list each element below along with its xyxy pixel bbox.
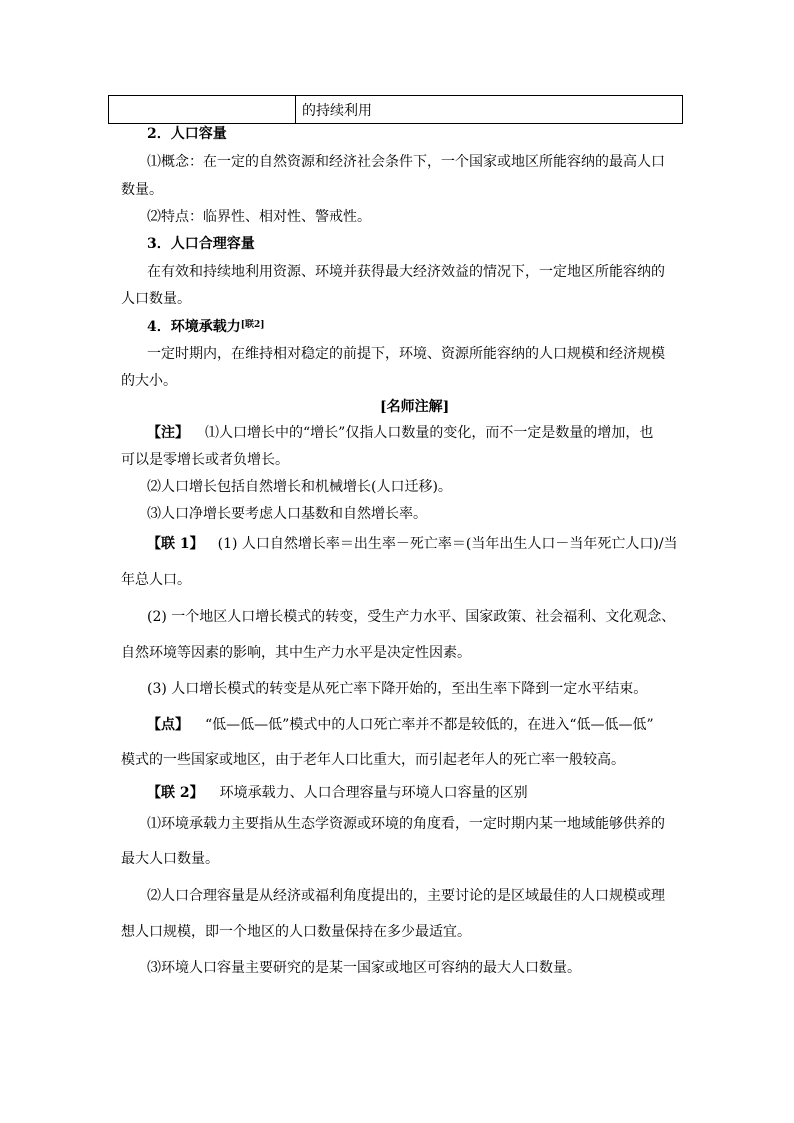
lian2-heading: [147, 784, 528, 802]
lian1-label: 【联 1】: [147, 536, 204, 552]
s4-heading-text: 4．环境承载力: [147, 319, 241, 335]
s2-concept-line2: 数量。: [121, 182, 163, 198]
dian-line2: 模式的一些国家或地区，由于老年人口比重大，而引起老年人的死亡率一般较高。: [121, 752, 625, 768]
lian2-3: ⑶环境人口容量主要研究的是某一国家或地区可容纳的最大人口数量。: [147, 960, 581, 976]
zhu1-line2: 可以是零增长或者负增长。: [121, 452, 289, 468]
section-3-heading: 3．人口合理容量: [147, 236, 255, 252]
zhu1-line1-text: ⑴人口增长中的“增长”仅指人口数量的变化，而不一定是数量的增加，也: [205, 425, 654, 441]
s4-line1: 一定时期内，在维持相对稳定的前提下，环境、资源所能容纳的人口规模和经济规模: [147, 346, 665, 362]
lian2-2-line2: 想人口规模，即一个地区的人口数量保持在多少最适宜。: [121, 924, 471, 940]
lian1-3: (3) 人口增长模式的转变是从死亡率下降开始的，至出生率下降到一定水平结束。: [147, 681, 648, 697]
lian1-2-line1: (2) 一个地区人口增长模式的转变，受生产力水平、国家政策、社会福利、文化观念、: [147, 609, 676, 625]
lian2-1-line2: 最大人口数量。: [121, 851, 219, 867]
lian1-line1: [147, 535, 678, 553]
dian-label: 【点】: [147, 717, 189, 733]
lian1-2-line2: 自然环境等因素的影响，其中生产力水平是决定性因素。: [121, 645, 471, 661]
s2-concept-line1: ⑴概念：在一定的自然资源和经济社会条件下，一个国家或地区所能容纳的最高人口: [147, 154, 665, 170]
table-divider: [295, 96, 296, 123]
s4-line2: 的大小。: [121, 373, 177, 389]
s3-line1: 在有效和持续地利用资源、环境并获得最大经济效益的情况下，一定地区所能容纳的: [147, 264, 665, 280]
lian2-title: 环境承载力、人口合理容量与环境人口容量的区别: [219, 785, 528, 801]
lian2-2-line1: ⑵人口合理容量是从经济或福利角度提出的，主要讨论的是区域最佳的人口规模或理: [147, 888, 665, 904]
s2-feature: ⑵特点：临界性、相对性、警戒性。: [147, 209, 371, 225]
table-fragment: [108, 95, 683, 124]
s3-line2: 人口数量。: [121, 291, 191, 307]
table-cell-text: 的持续利用: [302, 103, 372, 119]
s4-link-tag: [联2]: [240, 320, 265, 330]
notes-title: [名师注解]: [380, 399, 450, 415]
lian1-1-line1-text: (1) 人口自然增长率＝出生率－死亡率＝(当年出生人口－当年死亡人口)/当: [217, 536, 678, 552]
zhu-line1: [147, 424, 653, 442]
zhu2: ⑵人口增长包括自然增长和机械增长(人口迁移)。: [147, 479, 452, 495]
lian2-label: 【联 2】: [147, 785, 204, 801]
section-4-heading: [147, 316, 265, 336]
dian-line1: [147, 716, 654, 734]
dian-line1-text: “低—低—低”模式中的人口死亡率并不都是较低的，在进入“低—低—低”: [205, 717, 654, 733]
zhu3: ⑶人口净增长要考虑人口基数和自然增长率。: [147, 506, 427, 522]
section-2-heading: 2．人口容量: [147, 126, 227, 142]
lian1-1-line2: 年总人口。: [121, 572, 191, 588]
lian2-1-line1: ⑴环境承载力主要指从生态学资源或环境的角度看，一定时期内某一地域能够供养的: [147, 816, 665, 832]
zhu-label: 【注】: [147, 425, 189, 441]
